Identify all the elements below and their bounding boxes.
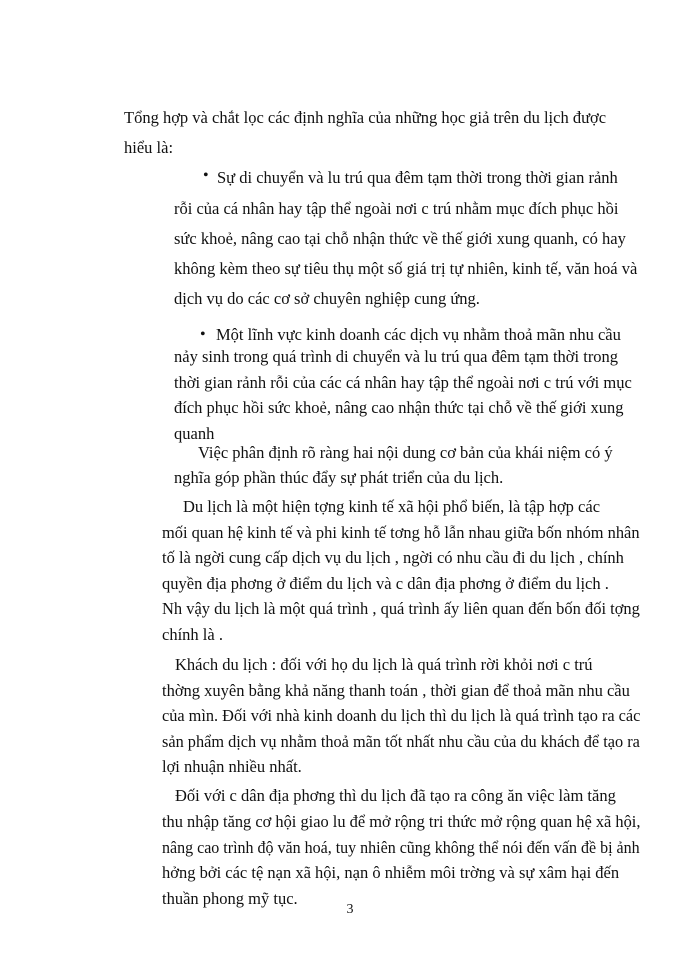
paragraph-line: hởng bởi các tệ nạn xã hội, nạn ô nhiễm môi trờng và sự xâm hại đến bbox=[162, 863, 620, 882]
bullet-line: không kèm theo sự tiêu thụ một số giá trị tự nhiên, kinh tế, văn hoá và bbox=[174, 259, 638, 278]
paragraph-line: Khách du lịch : đối với họ du lịch là quá trình rời khỏi nơi c trú bbox=[175, 655, 593, 674]
paragraph-line: Nh vậy du lịch là một quá trình , quá trình ấy liên quan đến bốn đối tợng bbox=[162, 599, 640, 618]
paragraph-line: mối quan hệ kinh tế và phi kinh tế tơng hỗ lẫn nhau giữa bốn nhóm nhân bbox=[162, 523, 640, 542]
bullet-line: đích phục hồi sức khoẻ, nâng cao nhận thức tại chỗ về thế giới xung bbox=[174, 398, 624, 417]
paragraph-line: thờng xuyên bằng khả năng thanh toán , thời gian để thoả mãn nhu cầu bbox=[162, 681, 630, 700]
paragraph-line: tố là ngời cung cấp dịch vụ du lịch , ngời có nhu cầu đi du lịch , chính bbox=[162, 548, 624, 567]
paragraph-line: thu nhập tăng cơ hội giao lu để mở rộng tri thức mở rộng quan hệ xã hội, bbox=[162, 812, 641, 831]
page-number: 3 bbox=[346, 902, 354, 917]
bullet-icon: • bbox=[200, 326, 206, 343]
bullet-line: Một lĩnh vực kinh doanh các dịch vụ nhằm thoả mãn nhu cầu bbox=[216, 325, 621, 344]
paragraph-line: nghĩa góp phần thúc đẩy sự phát triển của du lịch. bbox=[174, 468, 504, 487]
bullet-line: rỗi của cá nhân hay tập thể ngoài nơi c trú nhằm mục đích phục hồi bbox=[174, 199, 619, 218]
bullet-line: dịch vụ do các cơ sở chuyên nghiệp cung ứng. bbox=[174, 289, 480, 308]
intro-line: Tổng hợp và chắt lọc các định nghĩa của những học giả trên du lịch được bbox=[124, 108, 607, 127]
paragraph-line: sản phẩm dịch vụ nhằm thoả mãn tốt nhất nhu cầu của du khách để tạo ra bbox=[162, 732, 640, 751]
bullet-line: nảy sinh trong quá trình di chuyển và lu trú qua đêm tạm thời trong bbox=[174, 347, 619, 366]
paragraph-line: của mìn. Đối với nhà kinh doanh du lịch thì du lịch là quá trình tạo ra các bbox=[162, 706, 641, 725]
paragraph-line: thuần phong mỹ tục. bbox=[162, 889, 298, 908]
bullet-line: thời gian rảnh rỗi của các cá nhân hay tập thể ngoài nơi c trú với mục bbox=[174, 373, 632, 392]
bullet-icon: • bbox=[203, 167, 209, 184]
paragraph-line: Đối với c dân địa phơng thì du lịch đã tạo ra công ăn việc làm tăng bbox=[175, 786, 616, 805]
bullet-line: quanh bbox=[174, 424, 215, 443]
bullet-line: sức khoẻ, nâng cao tại chỗ nhận thức về thế giới xung quanh, có hay bbox=[174, 229, 626, 248]
paragraph-line: chính là . bbox=[162, 625, 223, 644]
intro-line: hiểu là: bbox=[124, 138, 174, 157]
paragraph-line: Du lịch là một hiện tợng kinh tế xã hội phổ biến, là tập hợp các bbox=[183, 497, 601, 516]
paragraph-line: nâng cao trình độ văn hoá, tuy nhiên cũng không thể nói đến vấn đề bị ảnh bbox=[162, 838, 640, 857]
paragraph-line: Việc phân định rõ ràng hai nội dung cơ bản của khái niệm có ý bbox=[198, 443, 613, 462]
bullet-line: Sự di chuyển và lu trú qua đêm tạm thời trong thời gian rảnh bbox=[217, 168, 618, 187]
paragraph-line: lợi nhuận nhiều nhất. bbox=[162, 757, 302, 776]
paragraph-line: quyền địa phơng ở điểm du lịch và c dân địa phơng ở điểm du lịch . bbox=[162, 574, 609, 593]
